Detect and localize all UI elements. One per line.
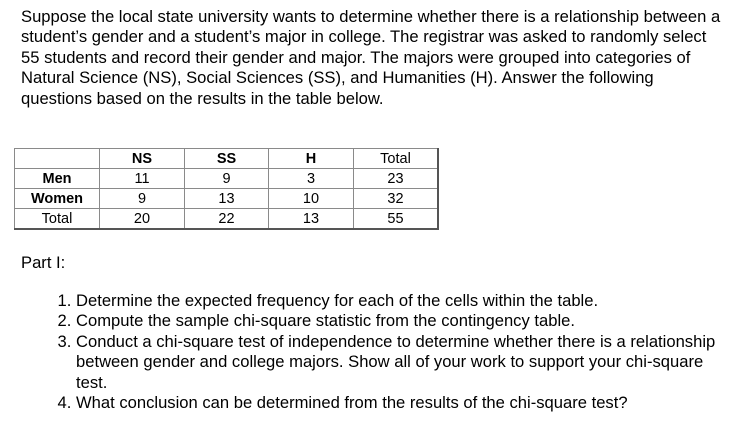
table-row (15, 189, 439, 209)
table-header-total: Total (354, 149, 439, 169)
table-header-h: H (269, 149, 354, 169)
table-cell: 3 (269, 169, 354, 189)
table-header-ss: SS (185, 149, 269, 169)
table-cell: 11 (100, 169, 185, 189)
table-row (15, 169, 439, 189)
table-header-row (15, 149, 439, 169)
row-label-total: Total (15, 209, 100, 230)
table-cell: 22 (185, 209, 269, 230)
contingency-table (14, 148, 439, 230)
list-item: 4. What conclusion can be determined from the results of the chi-square test? (76, 393, 732, 413)
table-cell: 13 (185, 189, 269, 209)
list-item: 2. Compute the sample chi-square statistic from the contingency table. (76, 311, 732, 331)
table-cell: 9 (100, 189, 185, 209)
problem-intro: Suppose the local state university wants to determine whether there is a relationship between a student’s gender and a student’s major in college. The registrar was asked to randomly select 55 students and record their gender and major. The majors were grouped into categories of Natural Science (NS), Social Sciences (SS), and Humanities (H). Answer the following questions based on the results in the table below. (21, 7, 721, 108)
row-label-women: Women (15, 189, 100, 209)
table-cell: 10 (269, 189, 354, 209)
table-cell: 23 (354, 169, 439, 189)
table-cell: 13 (269, 209, 354, 230)
list-item: 3. Conduct a chi-square test of independence to determine whether there is a relationship between gender and college majors. Show all of your work to support your chi-square test. (76, 332, 732, 393)
table-cell: 55 (354, 209, 439, 230)
row-label-men: Men (15, 169, 100, 189)
question-list (50, 291, 732, 413)
part-label: Part I: (21, 253, 66, 272)
list-item: 1. Determine the expected frequency for each of the cells within the table. (76, 291, 732, 311)
table-header-ns: NS (100, 149, 185, 169)
table-header-empty (15, 149, 100, 169)
table-cell: 32 (354, 189, 439, 209)
table-cell: 20 (100, 209, 185, 230)
table-row (15, 209, 439, 230)
table-cell: 9 (185, 169, 269, 189)
